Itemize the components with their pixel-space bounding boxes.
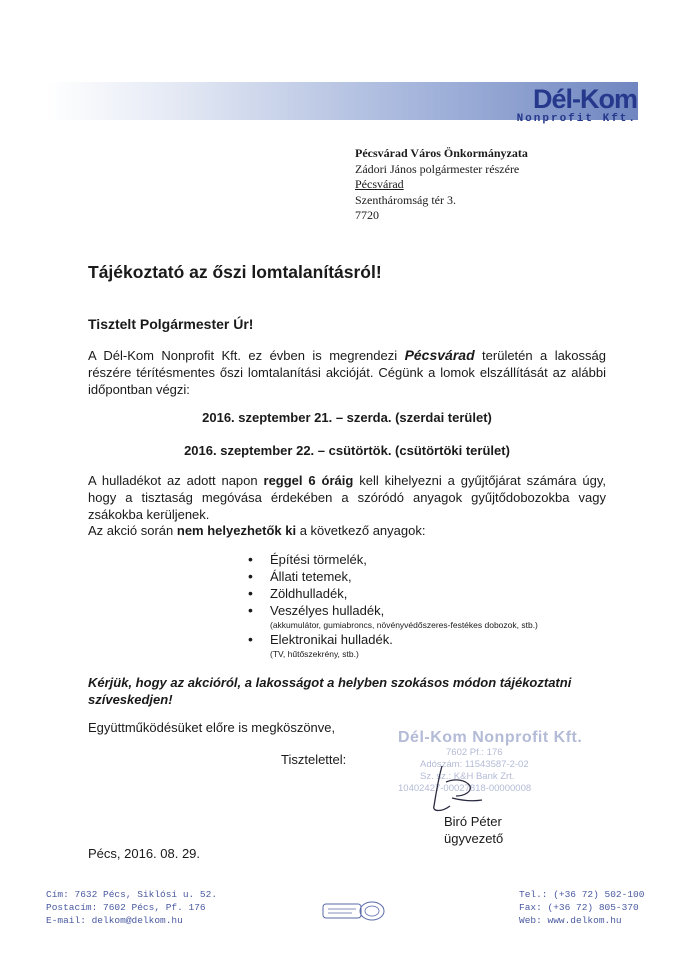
- stamp-line: Sz. sz.: K&H Bank Zrt.: [420, 771, 515, 782]
- exclusion-paragraph: [88, 522, 606, 539]
- footer-right: [519, 888, 644, 927]
- instructions-bold: reggel 6 óráig: [263, 473, 354, 488]
- intro-part2: területén a lakosság részére térítésmentes őszi lomtalanítási akcióját. Cégünk a lomok elszállítását az alábbi időpontban végzi:: [88, 348, 606, 397]
- stamp-line: 7602 Pf.: 176: [446, 747, 503, 758]
- recipient-street: Szentháromság tér 3.: [355, 192, 456, 207]
- company-logo: [517, 86, 637, 126]
- list-item: [248, 602, 538, 631]
- stamp-line: Adószám: 11543587-2-02: [420, 759, 529, 770]
- plea-paragraph: Kérjük, hogy az akcióról, a lakosságot a helyben szokásos módon tájékoztatni szíveskedjen!: [88, 675, 572, 707]
- signer-block: [444, 813, 503, 847]
- instructions-part2: kell kihelyezni a gyűjtőjárat számára úgy, hogy a tisztaság megóvása érdekében a szóródó anyagok gyűjtődobozokba vagy zsákokba kerüljenek.: [88, 473, 606, 522]
- footer-email: E-mail: delkom@delkom.hu: [46, 915, 183, 926]
- recipient-city: Pécsvárad: [355, 177, 404, 191]
- excluded-items-list: [248, 551, 538, 660]
- list-item-label: Veszélyes hulladék,: [270, 603, 385, 618]
- list-item-note: (akkumulátor, gumiabroncs, növényvédőszeres-festékes dobozok, stb.): [270, 620, 538, 630]
- list-item-label: Építési törmelék,: [270, 552, 367, 567]
- list-item: [248, 551, 538, 568]
- closing-line: Tisztelettel:: [281, 752, 347, 767]
- place-date: Pécs, 2016. 08. 29.: [88, 846, 201, 861]
- instructions-paragraph: [88, 472, 606, 523]
- intro-paragraph: [88, 347, 606, 398]
- exclusion-part1: Az akció során: [88, 523, 177, 538]
- list-item: [248, 631, 538, 660]
- letter-title: Tájékoztató az őszi lomtalanításról!: [88, 262, 382, 282]
- footer-phone: Tel.: (+36 72) 502-100: [519, 889, 645, 900]
- exclusion-bold: nem helyezhetők ki: [176, 523, 297, 538]
- salutation: Tisztelt Polgármester Úr!: [88, 316, 254, 332]
- stamp-line: 10402427-00027818-00000008: [398, 783, 532, 794]
- intro-town: Pécsvárad: [404, 347, 475, 363]
- signer-role: ügyvezető: [444, 831, 504, 846]
- signer-name: Biró Péter: [444, 814, 502, 829]
- certification-badge-icon: [322, 900, 386, 922]
- intro-part1: A Dél-Kom Nonprofit Kft. ez évben is megrendezi: [88, 348, 405, 363]
- footer-postal: Postacím: 7602 Pécs, Pf. 176: [46, 902, 206, 913]
- recipient-person: Zádori János polgármester részére: [355, 161, 520, 176]
- logo-sub-text: Nonprofit Kft.: [516, 113, 637, 125]
- list-item-note: (TV, hűtőszekrény, stb.): [270, 649, 359, 659]
- list-item-label: Elektronikai hulladék.: [270, 632, 393, 647]
- date-line-1: 2016. szeptember 21. – szerda. (szerdai terület): [202, 410, 492, 425]
- recipient-org: Pécsvárad Város Önkormányzata: [355, 146, 528, 160]
- footer-fax: Fax: (+36 72) 805-370: [519, 902, 639, 913]
- list-item-label: Állati tetemek,: [270, 569, 352, 584]
- footer-web: Web: www.delkom.hu: [519, 915, 622, 926]
- list-item: [248, 585, 538, 602]
- footer-address: Cím: 7632 Pécs, Siklósi u. 52.: [46, 889, 218, 900]
- footer-left: [46, 888, 217, 927]
- stamp-name: Dél-Kom Nonprofit Kft.: [398, 729, 583, 746]
- list-item-label: Zöldhulladék,: [270, 586, 348, 601]
- recipient-zip: 7720: [355, 208, 379, 222]
- recipient-address: [355, 146, 528, 224]
- instructions-part1: A hulladékot az adott napon: [88, 473, 264, 488]
- thanks-line: Együttműködésüket előre is megköszönve,: [88, 720, 336, 735]
- exclusion-part2: a következő anyagok:: [296, 523, 426, 538]
- list-item: [248, 568, 538, 585]
- handwritten-signature: [412, 762, 502, 818]
- logo-main-text: Dél-Kom: [532, 84, 637, 114]
- date-line-2: 2016. szeptember 22. – csütörtök. (csütörtöki terület): [184, 443, 510, 458]
